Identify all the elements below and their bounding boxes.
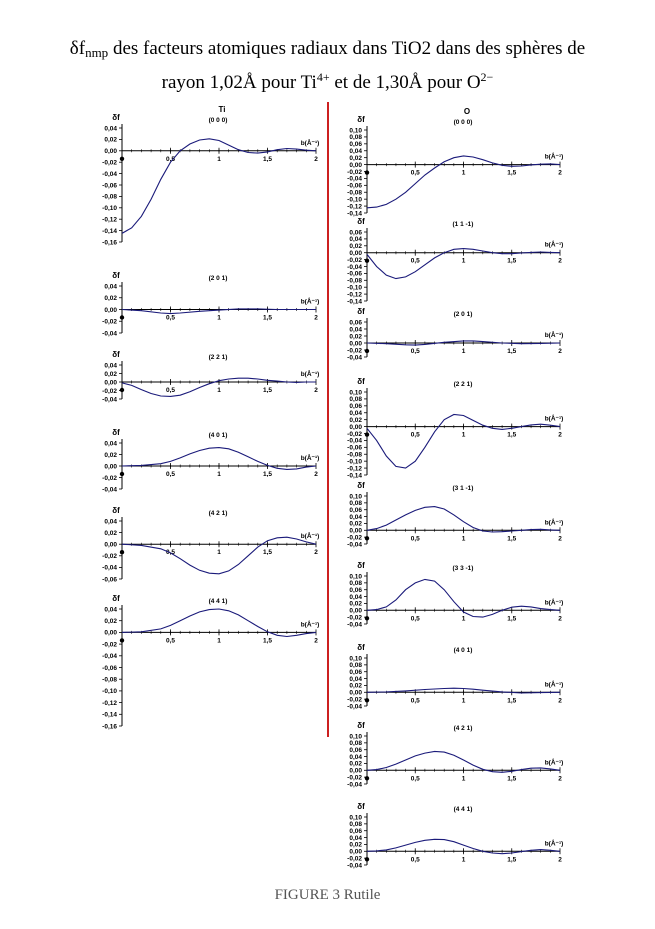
y-tick-label: 0,02	[349, 243, 362, 251]
y-axis-label: δf	[112, 428, 120, 437]
y-tick-label: -0,04	[102, 564, 117, 572]
origin-marker	[120, 157, 124, 161]
x-axis-label: b(Å⁻¹)	[544, 599, 564, 607]
y-tick-label: 0,04	[104, 518, 117, 526]
y-tick-label: 0,04	[349, 513, 362, 521]
figure-caption: FIGURE 3 Rutile	[274, 887, 381, 903]
panel-label: (4 4 1)	[208, 598, 228, 605]
y-tick-label: 0,00	[104, 379, 117, 387]
x-tick-label: 1,5	[507, 348, 517, 355]
y-tick-label: 0,02	[104, 370, 117, 378]
y-tick-label: -0,14	[102, 711, 117, 719]
y-axis-label: δf	[357, 643, 365, 652]
x-tick-label: 1,5	[262, 549, 273, 557]
y-tick-label: -0,02	[347, 774, 362, 782]
y-tick-label: 0,00	[104, 629, 117, 637]
y-tick-label: -0,06	[102, 576, 117, 584]
y-tick-label: -0,02	[347, 696, 362, 704]
panel-label: (4 2 1)	[208, 510, 228, 517]
y-tick-label: -0,16	[102, 239, 117, 247]
y-tick-label: -0,10	[102, 688, 117, 696]
y-tick-label: 0,06	[349, 319, 362, 327]
y-tick-label: 0,08	[349, 580, 362, 588]
y-axis-label: δf	[112, 350, 120, 359]
y-tick-label: -0,12	[102, 216, 117, 224]
y-tick-label: 0,02	[104, 529, 117, 537]
y-tick-label: 0,00	[349, 689, 362, 697]
y-tick-label: -0,14	[347, 472, 362, 480]
x-tick-label: 2	[558, 856, 562, 864]
y-tick-label: 0,10	[349, 389, 362, 397]
y-tick-label: -0,08	[347, 189, 362, 197]
y-tick-label: 0,02	[104, 136, 117, 144]
origin-marker	[365, 259, 369, 263]
x-tick-label: 1	[217, 155, 221, 163]
y-tick-label: -0,12	[347, 465, 362, 473]
y-tick-label: -0,14	[347, 298, 362, 306]
x-axis-label: b(Å⁻¹)	[300, 298, 320, 306]
y-tick-label: 0,00	[349, 607, 362, 615]
x-tick-label: 1,5	[507, 431, 517, 439]
title-subscript: nmp	[85, 45, 109, 60]
x-tick-label: 1,5	[262, 387, 273, 394]
y-tick-label: -0,04	[102, 396, 117, 404]
y-axis-label: δf	[357, 561, 365, 570]
y-tick-label: 0,06	[349, 141, 362, 149]
origin-marker	[365, 616, 369, 620]
y-axis-label: δf	[112, 113, 120, 122]
y-tick-label: 0,04	[104, 606, 117, 614]
y-tick-label: 0,00	[104, 306, 117, 314]
y-tick-label: 0,00	[104, 541, 117, 549]
y-tick-label: 0,00	[349, 767, 362, 775]
title-line1: des facteurs atomiques radiaux dans TiO2 dans des sphères de	[108, 38, 586, 59]
x-tick-label: 1	[461, 257, 466, 265]
x-tick-label: 1,5	[507, 257, 517, 265]
y-tick-label: -0,08	[102, 193, 117, 201]
y-tick-label: 0,10	[349, 733, 362, 741]
x-tick-label: 0,5	[410, 535, 420, 543]
y-tick-label: 0,04	[104, 283, 117, 291]
y-axis-label: δf	[357, 115, 365, 124]
x-tick-label: 2	[314, 314, 318, 322]
y-tick-label: 0,04	[349, 675, 362, 683]
title-line2-b: et de 1,30Å pour O	[329, 72, 481, 93]
x-tick-label: 1	[217, 314, 221, 322]
origin-marker	[120, 638, 124, 642]
y-tick-label: 0,04	[104, 362, 117, 370]
y-tick-label: -0,02	[102, 553, 117, 561]
y-tick-label: 0,08	[349, 396, 362, 404]
origin-marker	[365, 698, 369, 702]
x-tick-label: 1,5	[507, 535, 517, 543]
y-tick-label: 0,04	[349, 753, 362, 761]
y-tick-label: -0,02	[347, 347, 362, 355]
origin-marker	[120, 550, 124, 554]
data-curve	[367, 415, 560, 469]
panel-label: (4 4 1)	[453, 806, 473, 813]
y-tick-label: 0,02	[349, 682, 362, 690]
y-tick-label: -0,04	[347, 175, 362, 183]
x-axis-label: b(Å⁻¹)	[544, 681, 564, 689]
y-tick-label: 0,02	[104, 618, 117, 625]
y-tick-label: -0,04	[347, 541, 362, 549]
x-axis-label: b(Å⁻¹)	[544, 153, 564, 161]
x-tick-label: 2	[558, 169, 562, 177]
y-tick-label: -0,04	[102, 653, 117, 661]
y-tick-label: -0,04	[347, 437, 362, 445]
x-tick-label: 0,5	[410, 856, 420, 864]
y-tick-label: -0,12	[102, 699, 117, 707]
origin-marker	[365, 432, 369, 436]
x-tick-label: 2	[558, 348, 562, 355]
x-tick-label: 0,5	[410, 697, 420, 705]
y-tick-label: -0,12	[347, 203, 362, 211]
y-tick-label: 0,00	[349, 161, 362, 169]
y-tick-label: 0,04	[349, 410, 362, 418]
y-tick-label: -0,02	[347, 256, 362, 264]
x-tick-label: 2	[558, 535, 562, 543]
x-tick-label: 1,5	[262, 155, 273, 163]
x-tick-label: 1	[217, 637, 221, 645]
y-tick-label: -0,14	[102, 227, 117, 235]
x-tick-label: 1	[461, 431, 466, 439]
x-tick-label: 2	[314, 637, 318, 645]
title-delta-f: δf	[69, 38, 86, 59]
x-tick-label: 0,5	[410, 348, 420, 355]
y-tick-label: 0,04	[349, 326, 362, 334]
y-axis-label: δf	[112, 506, 120, 515]
x-axis-label: b(Å⁻¹)	[544, 332, 564, 339]
y-tick-label: -0,04	[347, 263, 362, 271]
x-tick-label: 1	[217, 471, 221, 478]
y-tick-label: -0,02	[347, 614, 362, 622]
y-axis-label: δf	[357, 307, 365, 316]
origin-marker	[365, 776, 369, 780]
y-tick-label: 0,06	[349, 747, 362, 755]
y-axis-label: δf	[112, 594, 120, 603]
y-tick-label: -0,04	[347, 781, 362, 789]
x-tick-label: 2	[558, 615, 562, 623]
y-tick-label: -0,04	[102, 330, 117, 338]
y-tick-label: 0,10	[349, 655, 362, 663]
panel-label: (2 0 1)	[453, 311, 473, 318]
y-tick-label: 0,06	[349, 828, 362, 836]
y-tick-label: 0,08	[349, 500, 362, 508]
x-tick-label: 0,5	[165, 549, 176, 557]
y-tick-label: 0,02	[349, 520, 362, 528]
y-tick-label: -0,06	[347, 182, 362, 190]
y-tick-label: 0,04	[104, 125, 117, 133]
y-tick-label: 0,00	[104, 463, 117, 471]
y-tick-label: 0,04	[349, 593, 362, 601]
y-tick-label: -0,10	[347, 196, 362, 204]
y-tick-label: -0,08	[347, 451, 362, 459]
panel-label: (4 0 1)	[208, 432, 228, 439]
x-axis-label: b(Å⁻¹)	[544, 759, 564, 767]
y-tick-label: -0,02	[102, 641, 117, 649]
y-tick-label: -0,04	[102, 486, 117, 494]
panel-label: (3 1 -1)	[452, 485, 474, 492]
x-tick-label: 1	[461, 615, 466, 623]
x-axis-label: b(Å⁻¹)	[300, 371, 320, 378]
x-tick-label: 2	[558, 775, 562, 783]
x-tick-label: 1	[461, 535, 466, 543]
y-tick-label: 0,06	[349, 587, 362, 595]
column-header: Ti	[218, 105, 226, 114]
origin-marker	[365, 170, 369, 174]
y-tick-label: 0,06	[349, 229, 362, 237]
y-tick-label: 0,10	[349, 127, 362, 135]
y-tick-label: -0,04	[102, 170, 117, 178]
y-axis-label: δf	[357, 802, 365, 811]
x-tick-label: 1	[217, 387, 221, 394]
y-axis-label: δf	[357, 377, 365, 386]
panel-label: (2 2 1)	[208, 354, 228, 361]
x-axis-label: b(Å⁻¹)	[544, 519, 564, 527]
x-tick-label: 0,5	[165, 471, 176, 478]
x-tick-label: 1,5	[507, 697, 517, 705]
x-tick-label: 2	[558, 697, 562, 705]
x-axis-label: b(Å⁻¹)	[300, 621, 320, 629]
y-tick-label: -0,04	[347, 703, 362, 711]
title-sup-ti: 4+	[316, 70, 330, 84]
y-tick-label: -0,02	[102, 387, 117, 395]
x-tick-label: 1,5	[262, 637, 273, 645]
x-tick-label: 0,5	[165, 387, 176, 394]
y-tick-label: 0,00	[349, 527, 362, 535]
panel-label: (2 2 1)	[453, 381, 473, 388]
x-tick-label: 1	[461, 697, 466, 705]
y-tick-label: -0,02	[347, 855, 362, 863]
y-tick-label: -0,02	[347, 430, 362, 438]
y-tick-label: 0,08	[349, 821, 362, 829]
y-tick-label: 0,10	[349, 573, 362, 581]
y-tick-label: 0,02	[349, 333, 362, 341]
y-tick-label: -0,02	[102, 474, 117, 482]
panel-label: (1 1 -1)	[452, 221, 474, 228]
y-tick-label: 0,00	[349, 423, 362, 431]
y-tick-label: -0,08	[347, 277, 362, 285]
y-tick-label: 0,00	[349, 848, 362, 856]
panel-label: (4 2 1)	[453, 725, 473, 732]
x-tick-label: 0,5	[165, 314, 176, 322]
y-tick-label: -0,10	[102, 205, 117, 213]
y-tick-label: 0,02	[349, 154, 362, 162]
y-tick-label: -0,10	[347, 284, 362, 292]
y-tick-label: -0,04	[347, 862, 362, 870]
y-tick-label: 0,02	[349, 760, 362, 768]
x-tick-label: 0,5	[410, 257, 420, 265]
y-tick-label: -0,06	[102, 664, 117, 672]
panel-label: (0 0 0)	[208, 117, 228, 124]
y-tick-label: 0,02	[104, 451, 117, 459]
y-axis-label: δf	[357, 721, 365, 730]
panel-label: (3 3 -1)	[452, 565, 474, 572]
x-tick-label: 1	[461, 775, 466, 783]
origin-marker	[120, 472, 124, 476]
y-tick-label: 0,04	[349, 834, 362, 842]
y-tick-label: 0,04	[104, 440, 117, 448]
x-axis-label: b(Å⁻¹)	[544, 415, 564, 423]
y-tick-label: -0,02	[347, 534, 362, 542]
x-tick-label: 0,5	[410, 431, 420, 439]
x-tick-label: 0,5	[410, 615, 420, 623]
y-axis-label: δf	[357, 217, 365, 226]
x-tick-label: 1	[461, 348, 466, 355]
y-tick-label: 0,08	[349, 134, 362, 142]
x-tick-label: 2	[314, 155, 318, 163]
x-tick-label: 2	[314, 387, 318, 394]
x-tick-label: 1,5	[262, 314, 273, 322]
y-tick-label: -0,02	[347, 168, 362, 176]
origin-marker	[365, 536, 369, 540]
y-tick-label: 0,00	[349, 340, 362, 348]
title-sup-o: 2−	[480, 70, 494, 84]
x-tick-label: 1,5	[507, 169, 517, 177]
x-tick-label: 2	[314, 471, 318, 478]
y-tick-label: 0,04	[349, 148, 362, 156]
y-tick-label: 0,02	[349, 600, 362, 608]
x-tick-label: 1	[461, 169, 466, 177]
y-tick-label: 0,08	[349, 740, 362, 748]
y-tick-label: 0,06	[349, 669, 362, 677]
x-tick-label: 0,5	[410, 169, 420, 177]
x-tick-label: 0,5	[410, 775, 420, 783]
y-tick-label: -0,06	[347, 444, 362, 452]
y-tick-label: 0,08	[349, 662, 362, 670]
x-tick-label: 1,5	[507, 856, 517, 864]
y-tick-label: 0,00	[349, 250, 362, 257]
y-tick-label: -0,16	[102, 723, 117, 731]
x-tick-label: 1	[217, 549, 221, 557]
y-tick-label: -0,06	[347, 270, 362, 278]
panel-label: (4 0 1)	[453, 647, 473, 654]
y-tick-label: -0,04	[347, 621, 362, 629]
y-tick-label: 0,04	[349, 236, 362, 244]
origin-marker	[365, 349, 369, 353]
panel-label: (0 0 0)	[453, 119, 473, 126]
x-tick-label: 1	[461, 856, 466, 864]
origin-marker	[120, 315, 124, 319]
x-axis-label: b(Å⁻¹)	[544, 241, 564, 249]
x-tick-label: 0,5	[165, 637, 176, 645]
y-tick-label: 0,10	[349, 814, 362, 822]
y-tick-label: 0,00	[104, 148, 117, 156]
x-axis-label: b(Å⁻¹)	[300, 533, 320, 541]
y-axis-label: δf	[357, 481, 365, 490]
y-tick-label: -0,02	[102, 318, 117, 326]
y-tick-label: 0,02	[104, 295, 117, 303]
x-axis-label: b(Å⁻¹)	[300, 139, 320, 147]
y-tick-label: -0,06	[102, 182, 117, 190]
y-tick-label: 0,02	[349, 841, 362, 849]
y-tick-label: -0,12	[347, 291, 362, 299]
x-tick-label: 0,5	[165, 155, 176, 163]
y-tick-label: 0,06	[349, 507, 362, 515]
x-tick-label: 2	[314, 549, 318, 557]
y-tick-label: -0,08	[102, 676, 117, 684]
x-tick-label: 2	[558, 431, 562, 439]
y-tick-label: -0,10	[347, 458, 362, 466]
y-tick-label: 0,02	[349, 416, 362, 424]
x-axis-label: b(Å⁻¹)	[300, 455, 320, 462]
y-tick-label: -0,04	[347, 354, 362, 362]
column-header: O	[463, 107, 471, 116]
x-tick-label: 1,5	[507, 615, 517, 623]
x-tick-label: 2	[558, 257, 562, 265]
x-tick-label: 1,5	[507, 775, 517, 783]
title-line2-a: rayon 1,02Å pour Ti	[161, 72, 317, 93]
x-axis-label: b(Å⁻¹)	[544, 840, 564, 848]
panel-label: (2 0 1)	[208, 275, 228, 282]
origin-marker	[365, 857, 369, 861]
x-tick-label: 1,5	[262, 471, 273, 478]
y-tick-label: -0,02	[102, 159, 117, 167]
y-axis-label: δf	[112, 271, 120, 280]
y-tick-label: -0,14	[347, 210, 362, 218]
y-tick-label: 0,06	[349, 403, 362, 411]
y-tick-label: 0,10	[349, 493, 362, 501]
origin-marker	[120, 388, 124, 392]
